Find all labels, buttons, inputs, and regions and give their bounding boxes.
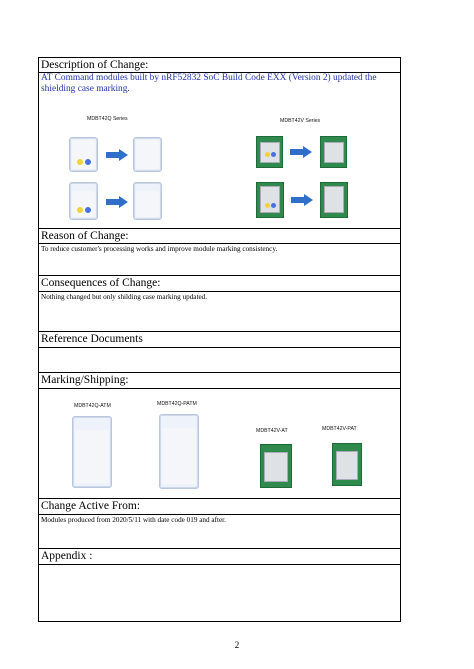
module-image-42v-pat — [332, 443, 362, 486]
consequences-title: Consequences of Change: — [41, 277, 161, 289]
divider — [39, 291, 400, 292]
module-image-42q-new-1 — [133, 137, 162, 172]
description-text: AT Command modules built by nRF52832 SoC Build Code EXX (Version 2) updated the shielding case marking. — [41, 73, 377, 94]
description-title: Description of Change: — [41, 59, 149, 71]
marking-label-42v-at: MDBT42V-AT — [256, 428, 288, 434]
marking-title: Marking/Shipping: — [41, 374, 129, 386]
yellow-dot-icon — [265, 152, 270, 157]
module-image-42v-new-1 — [320, 136, 347, 168]
module-image-42v-old-2 — [256, 182, 284, 218]
consequences-text: Nothing changed but only shilding case marking updated. — [41, 293, 208, 301]
divider — [39, 514, 400, 515]
series-label-right: MDBT42V Series — [280, 118, 321, 124]
divider — [39, 243, 400, 244]
blue-dot-icon — [85, 207, 91, 213]
yellow-dot-icon — [265, 203, 270, 208]
active-from-title: Change Active From: — [41, 500, 141, 512]
blue-dot-icon — [85, 159, 91, 165]
series-label-left: MDBT42Q Series — [87, 116, 128, 122]
yellow-dot-icon — [77, 159, 83, 165]
blue-dot-icon — [271, 152, 276, 157]
marking-label-42q-patm: MDBT42Q-PATM — [157, 401, 197, 407]
marking-label-42v-pat: MDBT42V-PAT — [322, 426, 357, 432]
module-image-42v-old-1 — [256, 136, 283, 168]
reference-title: Reference Documents — [41, 333, 143, 345]
arrow-right-icon — [290, 146, 312, 158]
page-number: 2 — [234, 640, 240, 650]
active-from-text: Modules produced from 2020/5/11 with date code 019 and after. — [41, 516, 226, 524]
arrow-right-icon — [106, 196, 128, 208]
divider — [39, 564, 400, 565]
appendix-title: Appendix : — [41, 550, 93, 562]
module-image-42v-new-2 — [320, 182, 348, 218]
module-image-42q-atm — [72, 416, 112, 488]
module-image-42v-at — [260, 444, 292, 488]
arrow-right-icon — [291, 194, 313, 206]
module-image-42q-old-1 — [69, 137, 98, 172]
yellow-dot-icon — [77, 207, 83, 213]
marking-label-42q-atm: MDBT42Q-ATM — [74, 403, 111, 409]
arrow-right-icon — [106, 149, 128, 161]
reason-text: To reduce customer's processing works and improve module marking consistency. — [41, 245, 278, 253]
reason-title: Reason of Change: — [41, 230, 129, 242]
change-notice-table — [38, 57, 401, 622]
blue-dot-icon — [271, 203, 276, 208]
module-image-42q-patm — [159, 414, 199, 489]
module-image-42q-new-2 — [133, 182, 162, 220]
module-image-42q-old-2 — [69, 182, 98, 220]
divider — [39, 347, 400, 348]
divider — [39, 388, 400, 389]
